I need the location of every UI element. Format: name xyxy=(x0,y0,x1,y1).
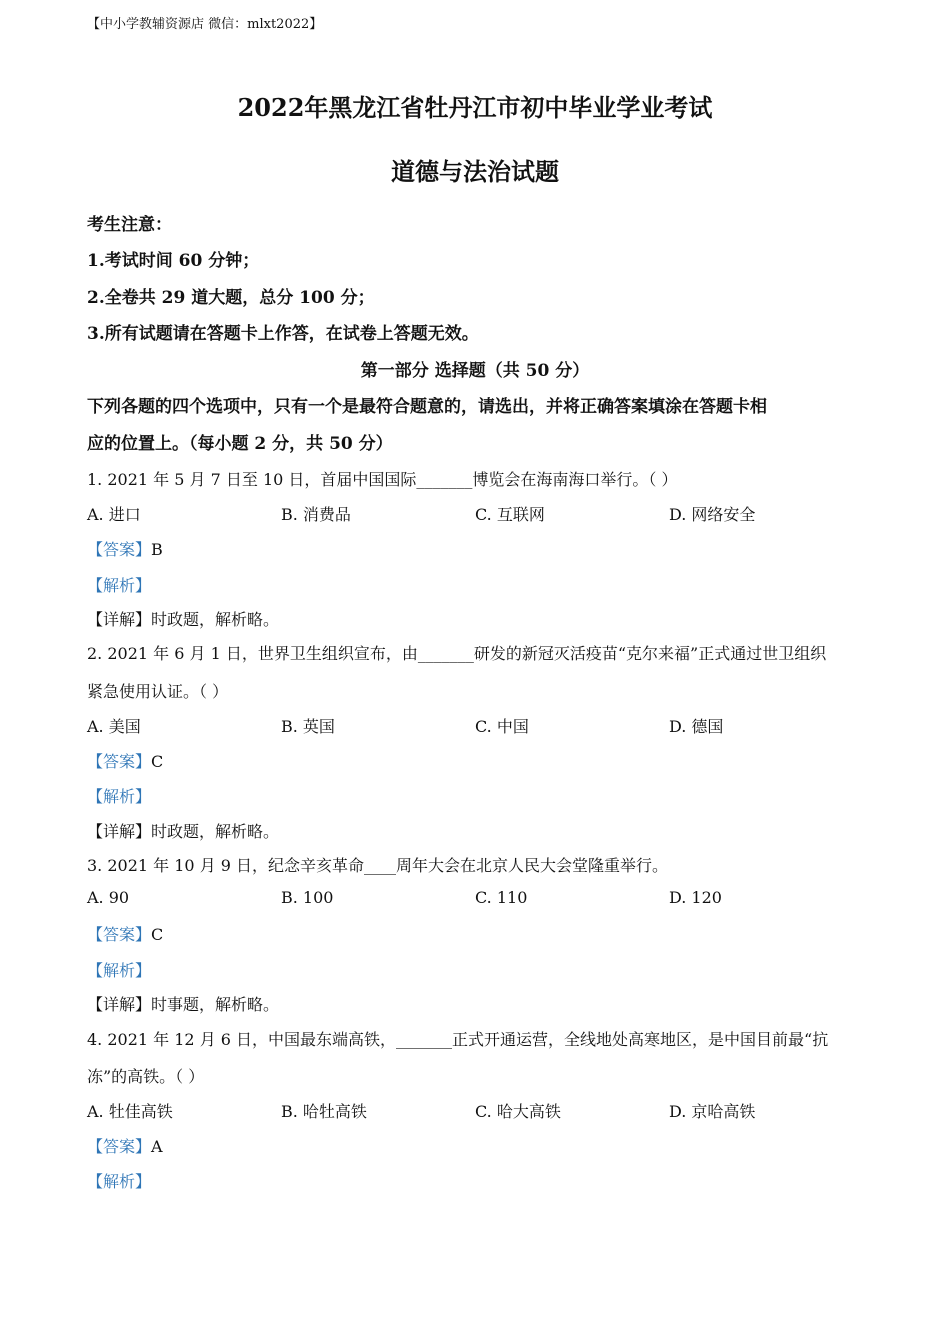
answer-tag: 【答案】 xyxy=(87,925,152,944)
detail-line: 【详解】时政题，解析略。 xyxy=(87,822,280,841)
notice-heading: 考生注意： xyxy=(87,215,172,235)
option-c: C. 110 xyxy=(475,888,528,907)
option-d: D. 120 xyxy=(669,888,722,907)
question-stem: 4. 2021 年 12 月 6 日，中国最东端高铁，_______正式开通运营，全线地处高寒地区，是中国目前最“抗 xyxy=(87,1030,829,1049)
answer-tag: 【答案】 xyxy=(87,1137,152,1156)
option-a: A. 牡佳高铁 xyxy=(87,1102,173,1121)
question-stem: 冻”的高铁。（ ） xyxy=(87,1067,205,1086)
answer-value: A xyxy=(151,1137,163,1156)
notice-item: 3.所有试题请在答题卡上作答，在试卷上答题无效。 xyxy=(87,324,479,344)
option-d: D. 网络安全 xyxy=(669,505,756,524)
option-d: D. 京哈高铁 xyxy=(669,1102,756,1121)
option-c: C. 哈大高铁 xyxy=(475,1102,561,1121)
section-instruction: 应的位置上。（每小题 2 分，共 50 分） xyxy=(87,434,393,454)
notice-item: 1.考试时间 60 分钟； xyxy=(87,251,260,271)
option-d: D. 德国 xyxy=(669,717,724,736)
question-stem: 1. 2021 年 5 月 7 日至 10 日，首届中国国际_______博览会在海南海口举行。（ ） xyxy=(87,470,678,489)
analysis-tag: 【解析】 xyxy=(87,787,152,806)
detail-line: 【详解】时政题，解析略。 xyxy=(87,610,280,629)
analysis-tag: 【解析】 xyxy=(87,961,152,980)
section-title: 第一部分 选择题（共 50 分） xyxy=(360,361,590,381)
header-note: 【中小学教辅资源店 微信：mlxt2022】 xyxy=(87,17,323,32)
question-stem: 3. 2021 年 10 月 9 日，纪念辛亥革命____周年大会在北京人民大会堂隆重举行。 xyxy=(87,856,669,875)
analysis-tag: 【解析】 xyxy=(87,576,152,595)
answer-line xyxy=(87,922,163,945)
option-b: B. 哈牡高铁 xyxy=(281,1102,367,1121)
answer-value: C xyxy=(151,752,164,771)
exam-title: 2022年黑龙江省牡丹江市初中毕业学业考试 xyxy=(237,93,713,122)
question-stem: 2. 2021 年 6 月 1 日，世界卫生组织宣布，由_______研发的新冠灭活疫苗“克尔来福”正式通过世卫组织 xyxy=(87,644,827,663)
option-b: B. 100 xyxy=(281,888,334,907)
exam-subtitle: 道德与法治试题 xyxy=(391,157,559,186)
answer-line xyxy=(87,749,163,772)
answer-line xyxy=(87,1134,163,1157)
option-c: C. 中国 xyxy=(475,717,529,736)
option-b: B. 英国 xyxy=(281,717,335,736)
detail-line: 【详解】时事题，解析略。 xyxy=(87,995,280,1014)
notice-item: 2.全卷共 29 道大题，总分 100 分； xyxy=(87,288,375,308)
answer-value: B xyxy=(151,540,163,559)
option-a: A. 进口 xyxy=(87,505,141,524)
answer-tag: 【答案】 xyxy=(87,752,152,771)
option-a: A. 美国 xyxy=(87,717,141,736)
section-instruction: 下列各题的四个选项中，只有一个是最符合题意的，请选出，并将正确答案填涂在答题卡相 xyxy=(87,397,767,417)
analysis-tag: 【解析】 xyxy=(87,1172,152,1191)
answer-tag: 【答案】 xyxy=(87,540,152,559)
question-stem: 紧急使用认证。（ ） xyxy=(87,682,229,701)
option-c: C. 互联网 xyxy=(475,505,545,524)
option-a: A. 90 xyxy=(87,888,130,907)
option-b: B. 消费品 xyxy=(281,505,351,524)
answer-line xyxy=(87,537,163,560)
answer-value: C xyxy=(151,925,164,944)
